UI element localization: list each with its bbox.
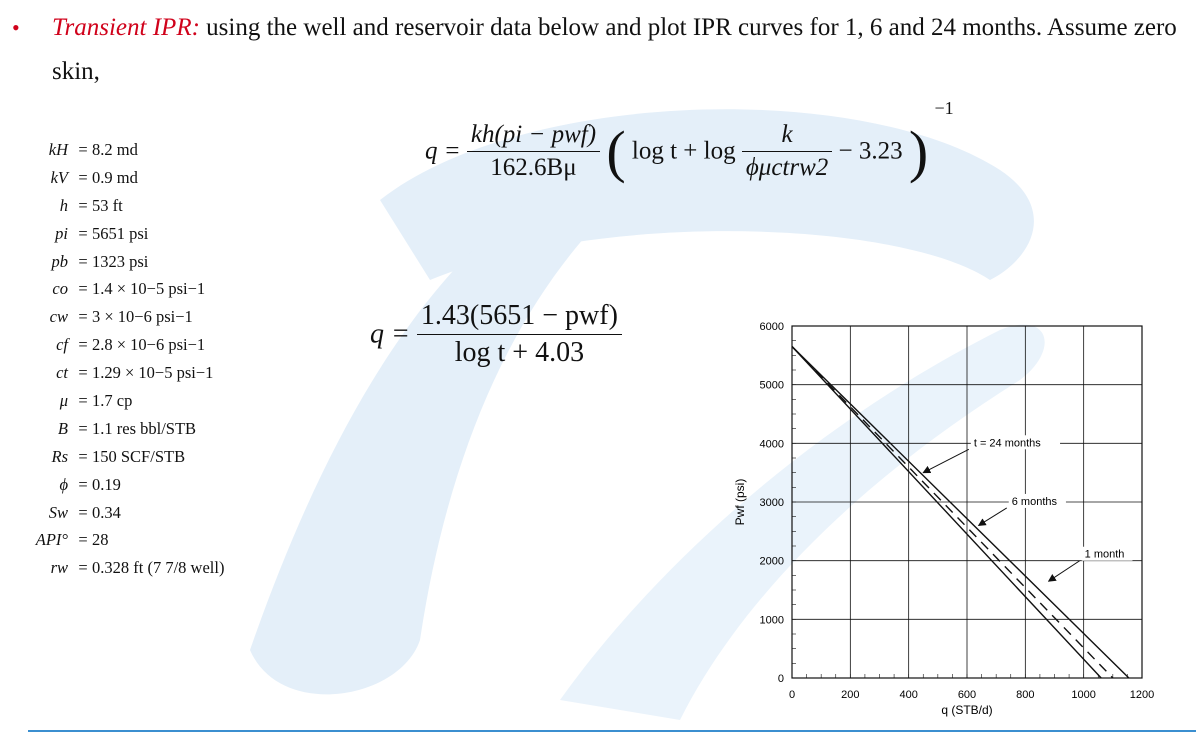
data-row [20,303,224,331]
data-equals: = [78,167,88,187]
data-symbol: pi [55,223,68,243]
data-value: 1.29 × 10−5 psi−1 [92,363,214,383]
formula-specific-denominator: log t + 4.03 [417,334,622,369]
data-symbol: h [59,195,68,215]
y-axis-label: Pwf (psi) [733,478,747,526]
data-symbol: B [57,418,68,438]
data-row [20,220,224,248]
data-row [20,499,224,527]
bullet: • [12,15,20,40]
data-equals: = [78,363,88,383]
data-value: 1.4 × 10−5 psi−1 [92,279,206,299]
data-value: 8.2 md [92,139,138,159]
data-symbol: cw [49,307,68,327]
formula-general-fraction [467,121,600,182]
x-tick-label: 800 [1016,689,1035,701]
y-tick-label: 4000 [759,438,784,451]
y-tick-label: 5000 [759,379,784,392]
data-value: 2.8 × 10−6 psi−1 [92,335,206,355]
data-symbol: Rs [51,446,68,466]
data-symbol: ϕ [59,474,68,494]
formula-general-inner-fraction [742,121,832,182]
data-symbol: rw [50,558,68,578]
ipr-curve [792,346,1129,678]
annotation-arrow [1049,561,1080,581]
reservoir-data-table [20,136,224,582]
data-symbol: API° [35,530,68,550]
y-tick-label: 2000 [759,555,784,568]
data-equals: = [78,223,88,243]
x-axis-label: q (STB/d) [941,703,993,717]
paren-close: ) [908,119,929,184]
annotation-label: 6 months [1011,495,1057,508]
data-row [20,554,224,582]
annotation-label: t = 24 months [973,437,1041,450]
x-tick-label: 400 [899,689,918,701]
formula-general-constant: − 3.23 [838,137,903,165]
data-equals: = [78,390,88,410]
data-equals: = [78,502,88,522]
data-value: 0.34 [92,502,121,522]
ipr-curve [792,346,1113,678]
data-equals: = [78,335,88,355]
problem-title: Transient IPR: [52,14,200,41]
annotation-label: 1 month [1084,548,1125,561]
data-row [20,331,224,359]
data-value: 3 × 10−6 psi−1 [92,307,193,327]
data-equals: = [78,530,88,550]
data-symbol: ct [56,363,68,383]
ipr-curve [792,346,1101,678]
y-tick-label: 3000 [759,497,784,509]
y-tick-label: 6000 [759,321,784,333]
data-row [20,526,224,554]
data-value: 1323 psi [92,251,149,271]
data-symbol: Sw [48,502,68,522]
formula-general-log-terms: log t + log [631,137,736,165]
paren-open: ( [606,119,626,184]
data-symbol: μ [59,390,68,410]
data-symbol: kH [48,139,68,159]
data-value: 0.19 [92,474,121,494]
data-equals: = [78,279,88,299]
data-row [20,248,224,276]
data-row [20,415,224,443]
data-row [20,359,224,387]
data-value: 28 [92,530,109,550]
annotation-arrow [979,508,1007,526]
problem-text: using the well and reservoir data below and plot IPR curves for 1, 6 and 24 months. Assume zero skin, [52,14,1177,85]
problem-statement [52,6,1182,94]
x-tick-label: 1000 [1071,689,1096,701]
x-tick-label: 1200 [1129,689,1155,701]
data-symbol: pb [51,251,68,271]
data-equals: = [78,558,88,578]
y-tick-label: 1000 [759,614,784,627]
formula-general-exponent: −1 [934,97,954,118]
data-row [20,443,224,471]
data-equals: = [78,446,88,466]
formula-general [425,97,954,185]
data-value: 1.1 res bbl/STB [92,418,197,438]
data-row [20,387,224,415]
data-row [20,164,224,192]
x-tick-label: 600 [957,689,977,701]
formula-specific-lhs: q = [370,318,410,350]
data-row [20,275,224,303]
data-value: 1.7 cp [92,390,133,410]
data-row [20,471,224,499]
data-value: 5651 psi [92,223,149,243]
data-equals: = [78,195,88,215]
formula-general-lhs: q = [425,137,461,165]
annotation-arrow [923,449,969,472]
data-equals: = [78,474,88,494]
formula-specific [370,300,622,369]
data-equals: = [78,251,88,271]
formula-general-inner-numerator: k [781,121,793,148]
formula-general-denominator: 162.6Bμ [467,151,600,182]
x-tick-label: 200 [841,689,860,701]
formula-specific-fraction [417,300,622,369]
ipr-chart [700,310,1180,730]
data-equals: = [78,307,88,327]
data-equals: = [78,418,88,438]
data-value: 0.328 ft (7 7/8 well) [92,558,225,578]
data-symbol: kV [50,167,68,187]
formula-specific-numerator: 1.43(5651 − pwf) [420,300,618,331]
data-symbol: cf [56,335,68,355]
data-value: 53 ft [92,195,123,215]
formula-general-numerator: kh(pi − pwf) [470,121,597,148]
data-value: 0.9 md [92,167,138,187]
y-tick-label: 0 [777,673,784,685]
data-equals: = [78,139,88,159]
bottom-divider [28,730,1196,732]
data-value: 150 SCF/STB [92,446,186,466]
x-tick-label: 0 [788,689,796,701]
data-row [20,192,224,220]
formula-general-inner-denominator: ϕμctrw2 [742,151,832,182]
data-symbol: co [52,279,68,299]
data-row [20,136,224,164]
